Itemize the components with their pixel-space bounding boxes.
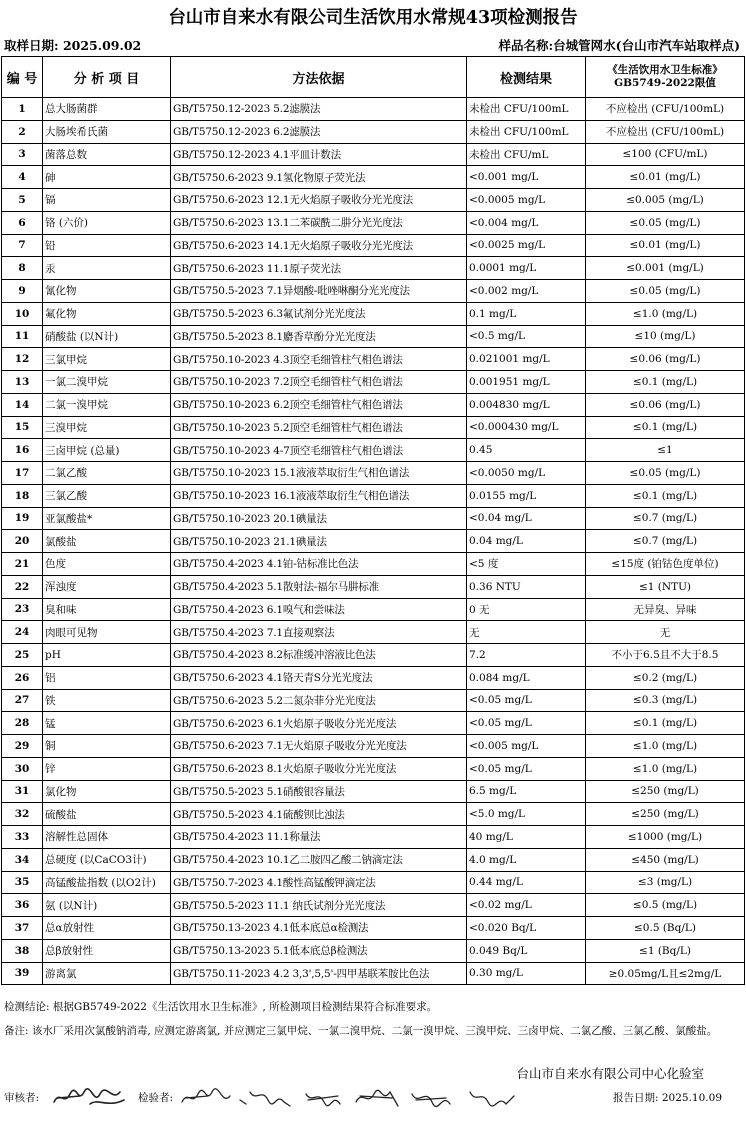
row-method: GB/T5750.10-2023 21.1碘量法 (171, 530, 467, 553)
row-item: 臭和味 (43, 598, 171, 621)
table-row (2, 735, 745, 758)
row-limit: ≤1 (NTU) (586, 575, 745, 598)
row-limit: ≤1000 (mg/L) (586, 826, 745, 849)
row-number: 32 (2, 803, 43, 826)
table-row (2, 553, 745, 576)
row-result: <0.002 mg/L (467, 280, 586, 303)
row-limit: ≤15度 (铂钴色度单位) (586, 553, 745, 576)
row-item: 游离氯 (43, 962, 171, 985)
row-number: 7 (2, 234, 43, 257)
row-item: 肉眼可见物 (43, 621, 171, 644)
row-item: 大肠埃希氏菌 (43, 120, 171, 143)
row-item: 铅 (43, 234, 171, 257)
row-method: GB/T5750.13-2023 5.1低本底总β检测法 (171, 939, 467, 962)
row-number: 1 (2, 98, 43, 121)
row-item: 总硬度 (以CaCO3计) (43, 848, 171, 871)
row-number: 24 (2, 621, 43, 644)
row-limit: ≤0.01 (mg/L) (586, 166, 745, 189)
row-method: GB/T5750.6-2023 12.1无火焰原子吸收分光光度法 (171, 189, 467, 212)
row-item: 溶解性总固体 (43, 826, 171, 849)
row-method: GB/T5750.4-2023 5.1散射法-福尔马肼标准 (171, 575, 467, 598)
row-limit: 不小于6.5且不大于8.5 (586, 644, 745, 667)
row-item: 菌落总数 (43, 143, 171, 166)
row-result: <0.05 mg/L (467, 689, 586, 712)
row-method: GB/T5750.13-2023 4.1低本底总α检测法 (171, 917, 467, 940)
row-item: 色度 (43, 553, 171, 576)
row-result: 0.44 mg/L (467, 871, 586, 894)
row-limit: ≤0.2 (mg/L) (586, 666, 745, 689)
row-method: GB/T5750.6-2023 4.1铬天青S分光光度法 (171, 666, 467, 689)
results-table (1, 56, 745, 985)
row-result: 0.30 mg/L (467, 962, 586, 985)
row-result: <0.020 Bq/L (467, 917, 586, 940)
row-method: GB/T5750.4-2023 6.1嗅气和尝味法 (171, 598, 467, 621)
row-limit: ≤0.06 (mg/L) (586, 393, 745, 416)
table-row (2, 962, 745, 985)
row-limit: ≤0.5 (Bq/L) (586, 917, 745, 940)
table-row (2, 780, 745, 803)
row-result: 4.0 mg/L (467, 848, 586, 871)
row-method: GB/T5750.10-2023 6.2顶空毛细管柱气相色谱法 (171, 393, 467, 416)
header-standard-name: 《生活饮用水卫生标准》 (607, 64, 723, 76)
row-item: 二氯乙酸 (43, 462, 171, 485)
row-method: GB/T5750.5-2023 8.1麝香草酚分光光度法 (171, 325, 467, 348)
row-limit: ≤1.0 (mg/L) (586, 302, 745, 325)
row-item: 三卤甲烷 (总量) (43, 439, 171, 462)
row-result: 0.001951 mg/L (467, 371, 586, 394)
table-row (2, 917, 745, 940)
row-method: GB/T5750.12-2023 6.2滤膜法 (171, 120, 467, 143)
row-number: 38 (2, 939, 43, 962)
table-row (2, 371, 745, 394)
row-limit: ≤0.3 (mg/L) (586, 689, 745, 712)
row-item: 浑浊度 (43, 575, 171, 598)
table-row (2, 689, 745, 712)
row-method: GB/T5750.6-2023 5.2二氮杂菲分光光度法 (171, 689, 467, 712)
row-limit: ≤0.05 (mg/L) (586, 280, 745, 303)
row-item: 氰化物 (43, 280, 171, 303)
row-number: 20 (2, 530, 43, 553)
row-method: GB/T5750.10-2023 4.3顶空毛细管柱气相色谱法 (171, 348, 467, 371)
row-item: 硝酸盐 (以N计) (43, 325, 171, 348)
row-number: 4 (2, 166, 43, 189)
row-limit: ≤0.05 (mg/L) (586, 462, 745, 485)
sample-date: 取样日期: 2025.09.02 (4, 38, 142, 53)
row-number: 21 (2, 553, 43, 576)
row-result: 无 (467, 621, 586, 644)
row-item: 铬 (六价) (43, 211, 171, 234)
table-row (2, 575, 745, 598)
row-number: 13 (2, 371, 43, 394)
row-number: 8 (2, 257, 43, 280)
row-item: 二氯一溴甲烷 (43, 393, 171, 416)
row-limit: 无异臭、异味 (586, 598, 745, 621)
row-limit: ≤3 (mg/L) (586, 871, 745, 894)
row-result: <0.05 mg/L (467, 757, 586, 780)
row-item: 氨 (以N计) (43, 894, 171, 917)
table-row (2, 302, 745, 325)
row-method: GB/T5750.12-2023 4.1平皿计数法 (171, 143, 467, 166)
row-method: GB/T5750.6-2023 8.1火焰原子吸收分光光度法 (171, 757, 467, 780)
row-limit: ≤1 (Bq/L) (586, 939, 745, 962)
row-item: 铁 (43, 689, 171, 712)
row-limit: ≤1 (586, 439, 745, 462)
row-method: GB/T5750.6-2023 6.1火焰原子吸收分光光度法 (171, 712, 467, 735)
table-row (2, 166, 745, 189)
header-item: 分 析 项 目 (43, 57, 171, 98)
row-limit: ≤0.06 (mg/L) (586, 348, 745, 371)
report-title: 台山市自来水有限公司生活饮用水常规43项检测报告 (168, 8, 578, 28)
row-result: <0.5 mg/L (467, 325, 586, 348)
reviewer-signature (50, 1082, 130, 1112)
row-result: <0.0050 mg/L (467, 462, 586, 485)
table-row (2, 757, 745, 780)
header-result: 检测结果 (467, 57, 586, 98)
row-number: 29 (2, 735, 43, 758)
row-result: 0.049 Bq/L (467, 939, 586, 962)
row-limit: 不应检出 (CFU/100mL) (586, 98, 745, 121)
row-limit: ≤0.05 (mg/L) (586, 211, 745, 234)
row-limit: ≤0.1 (mg/L) (586, 484, 745, 507)
row-result: 6.5 mg/L (467, 780, 586, 803)
row-number: 23 (2, 598, 43, 621)
row-method: GB/T5750.5-2023 4.1硫酸钡比浊法 (171, 803, 467, 826)
row-number: 2 (2, 120, 43, 143)
table-row (2, 280, 745, 303)
note: 备注: 该水厂采用次氯酸钠消毒, 应测定游离氯, 并应测定三氯甲烷、一氯二溴甲烷、二氯一溴甲烷、三溴甲烷、三卤甲烷、二氯乙酸、三氯乙酸、氯酸盐。 (4, 1025, 718, 1037)
row-item: 锰 (43, 712, 171, 735)
row-number: 25 (2, 644, 43, 667)
row-number: 31 (2, 780, 43, 803)
table-row (2, 848, 745, 871)
row-item: 总大肠菌群 (43, 98, 171, 121)
row-number: 18 (2, 484, 43, 507)
row-result: 0.084 mg/L (467, 666, 586, 689)
row-number: 16 (2, 439, 43, 462)
row-number: 37 (2, 917, 43, 940)
table-row (2, 484, 745, 507)
row-result: <0.004 mg/L (467, 211, 586, 234)
row-result: 未检出 CFU/100mL (467, 98, 586, 121)
row-result: <0.0005 mg/L (467, 189, 586, 212)
table-row (2, 211, 745, 234)
row-method: GB/T5750.5-2023 6.3氟试剂分光光度法 (171, 302, 467, 325)
conclusion: 检测结论: 根据GB5749-2022《生活饮用水卫生标准》, 所检测项目检测结果符合标准要求。 (4, 1001, 438, 1013)
row-number: 5 (2, 189, 43, 212)
row-result: 0.36 NTU (467, 575, 586, 598)
table-row (2, 507, 745, 530)
row-item: 硫酸盐 (43, 803, 171, 826)
row-number: 14 (2, 393, 43, 416)
row-number: 19 (2, 507, 43, 530)
table-body (2, 98, 745, 985)
table-row (2, 871, 745, 894)
table-row (2, 348, 745, 371)
row-number: 11 (2, 325, 43, 348)
row-item: 高锰酸盐指数 (以O2计) (43, 871, 171, 894)
row-item: 氟化物 (43, 302, 171, 325)
row-method: GB/T5750.6-2023 14.1无火焰原子吸收分光光度法 (171, 234, 467, 257)
table-row (2, 234, 745, 257)
row-item: 总α放射性 (43, 917, 171, 940)
row-limit: ≤0.1 (mg/L) (586, 371, 745, 394)
row-result: <0.02 mg/L (467, 894, 586, 917)
report-date: 报告日期: 2025.10.09 (613, 1092, 722, 1104)
row-method: GB/T5750.6-2023 9.1氢化物原子荧光法 (171, 166, 467, 189)
row-limit: ≤450 (mg/L) (586, 848, 745, 871)
table-row (2, 98, 745, 121)
row-limit: ≤250 (mg/L) (586, 780, 745, 803)
table-row (2, 894, 745, 917)
row-result: <0.0025 mg/L (467, 234, 586, 257)
row-result: 7.2 (467, 644, 586, 667)
row-method: GB/T5750.6-2023 11.1原子荧光法 (171, 257, 467, 280)
row-item: 氯化物 (43, 780, 171, 803)
row-item: 总β放射性 (43, 939, 171, 962)
row-method: GB/T5750.11-2023 4.2 3,3',5,5'-四甲基联苯胺比色法 (171, 962, 467, 985)
row-limit: 无 (586, 621, 745, 644)
row-item: 亚氯酸盐* (43, 507, 171, 530)
row-method: GB/T5750.4-2023 7.1直接观察法 (171, 621, 467, 644)
row-method: GB/T5750.10-2023 5.2顶空毛细管柱气相色谱法 (171, 416, 467, 439)
row-method: GB/T5750.12-2023 5.2滤膜法 (171, 98, 467, 121)
row-result: 0.0155 mg/L (467, 484, 586, 507)
row-limit: ≤0.7 (mg/L) (586, 530, 745, 553)
row-method: GB/T5750.4-2023 8.2标准缓冲溶液比色法 (171, 644, 467, 667)
row-limit: ≤1.0 (mg/L) (586, 757, 745, 780)
table-row (2, 803, 745, 826)
table-row (2, 530, 745, 553)
row-limit: ≤250 (mg/L) (586, 803, 745, 826)
row-result: 40 mg/L (467, 826, 586, 849)
row-number: 3 (2, 143, 43, 166)
table-row (2, 393, 745, 416)
reviewer-label: 审核者: (4, 1092, 40, 1104)
row-result: <0.04 mg/L (467, 507, 586, 530)
row-method: GB/T5750.4-2023 11.1称量法 (171, 826, 467, 849)
row-limit: 不应检出 (CFU/100mL) (586, 120, 745, 143)
row-method: GB/T5750.6-2023 13.1二苯碳酰二肼分光光度法 (171, 211, 467, 234)
row-result: 0.04 mg/L (467, 530, 586, 553)
table-row (2, 439, 745, 462)
table-row (2, 621, 745, 644)
table-row (2, 712, 745, 735)
row-item: 砷 (43, 166, 171, 189)
row-result: 未检出 CFU/100mL (467, 120, 586, 143)
row-limit: ≤100 (CFU/mL) (586, 143, 745, 166)
table-row (2, 462, 745, 485)
row-result: 0.1 mg/L (467, 302, 586, 325)
table-row (2, 257, 745, 280)
row-item: 三氯乙酸 (43, 484, 171, 507)
row-number: 36 (2, 894, 43, 917)
row-method: GB/T5750.4-2023 10.1乙二胺四乙酸二钠滴定法 (171, 848, 467, 871)
header-method: 方法依据 (171, 57, 467, 98)
row-method: GB/T5750.10-2023 4-7顶空毛细管柱气相色谱法 (171, 439, 467, 462)
row-item: 铝 (43, 666, 171, 689)
lab-name: 台山市自来水有限公司中心化验室 (516, 1066, 704, 1081)
row-item: 汞 (43, 257, 171, 280)
row-result: <0.05 mg/L (467, 712, 586, 735)
row-item: 三氯甲烷 (43, 348, 171, 371)
row-item: 铜 (43, 735, 171, 758)
row-result: 0.004830 mg/L (467, 393, 586, 416)
table-row (2, 598, 745, 621)
table-row (2, 143, 745, 166)
header-standard-code: GB5749-2022限值 (614, 77, 716, 89)
row-method: GB/T5750.7-2023 4.1酸性高锰酸钾滴定法 (171, 871, 467, 894)
row-number: 9 (2, 280, 43, 303)
table-row (2, 416, 745, 439)
row-item: 三溴甲烷 (43, 416, 171, 439)
row-result: 0.45 (467, 439, 586, 462)
table-header-row (2, 57, 745, 98)
row-limit: ≤0.1 (mg/L) (586, 712, 745, 735)
row-result: 0.021001 mg/L (467, 348, 586, 371)
row-result: <0.000430 mg/L (467, 416, 586, 439)
row-method: GB/T5750.10-2023 16.1液液萃取衍生气相色谱法 (171, 484, 467, 507)
table-row (2, 939, 745, 962)
row-item: 锌 (43, 757, 171, 780)
row-limit: ≤0.01 (mg/L) (586, 234, 745, 257)
table-row (2, 120, 745, 143)
row-result: <5.0 mg/L (467, 803, 586, 826)
header-no: 编 号 (2, 57, 43, 98)
row-number: 34 (2, 848, 43, 871)
row-method: GB/T5750.6-2023 7.1无火焰原子吸收分光光度法 (171, 735, 467, 758)
row-method: GB/T5750.5-2023 5.1硝酸银容量法 (171, 780, 467, 803)
row-number: 39 (2, 962, 43, 985)
row-number: 17 (2, 462, 43, 485)
table-row (2, 189, 745, 212)
row-item: 一氯二溴甲烷 (43, 371, 171, 394)
row-item: 镉 (43, 189, 171, 212)
row-number: 27 (2, 689, 43, 712)
row-method: GB/T5750.4-2023 4.1铂-钴标准比色法 (171, 553, 467, 576)
row-result: 未检出 CFU/mL (467, 143, 586, 166)
row-method: GB/T5750.10-2023 15.1液液萃取衍生气相色谱法 (171, 462, 467, 485)
row-number: 28 (2, 712, 43, 735)
row-number: 22 (2, 575, 43, 598)
row-number: 6 (2, 211, 43, 234)
row-number: 12 (2, 348, 43, 371)
row-limit: ≤0.005 (mg/L) (586, 189, 745, 212)
row-number: 15 (2, 416, 43, 439)
row-result: <5 度 (467, 553, 586, 576)
sample-name: 样品名称:台城管网水(台山市汽车站取样点) (498, 38, 740, 53)
table-row (2, 826, 745, 849)
row-limit: ≤0.1 (mg/L) (586, 416, 745, 439)
row-limit: ≤0.7 (mg/L) (586, 507, 745, 530)
table-row (2, 666, 745, 689)
row-result: 0.0001 mg/L (467, 257, 586, 280)
inspector-signatures (180, 1082, 520, 1112)
row-method: GB/T5750.10-2023 20.1碘量法 (171, 507, 467, 530)
row-number: 10 (2, 302, 43, 325)
row-number: 33 (2, 826, 43, 849)
table-row (2, 644, 745, 667)
row-limit: ≤1.0 (mg/L) (586, 735, 745, 758)
row-result: <0.001 mg/L (467, 166, 586, 189)
row-number: 35 (2, 871, 43, 894)
row-limit: ≤0.5 (mg/L) (586, 894, 745, 917)
row-item: 氯酸盐 (43, 530, 171, 553)
row-result: <0.005 mg/L (467, 735, 586, 758)
row-method: GB/T5750.5-2023 7.1异烟酸-吡唑啉酮分光光度法 (171, 280, 467, 303)
row-limit: ≥0.05mg/L且≤2mg/L (586, 962, 745, 985)
row-number: 26 (2, 666, 43, 689)
row-result: 0 无 (467, 598, 586, 621)
row-method: GB/T5750.5-2023 11.1 纳氏试剂分光光度法 (171, 894, 467, 917)
inspector-label: 检验者: (138, 1092, 174, 1104)
row-item: pH (43, 644, 171, 667)
header-standard (586, 57, 745, 98)
table-row (2, 325, 745, 348)
row-number: 30 (2, 757, 43, 780)
row-limit: ≤0.001 (mg/L) (586, 257, 745, 280)
row-method: GB/T5750.10-2023 7.2顶空毛细管柱气相色谱法 (171, 371, 467, 394)
row-limit: ≤10 (mg/L) (586, 325, 745, 348)
